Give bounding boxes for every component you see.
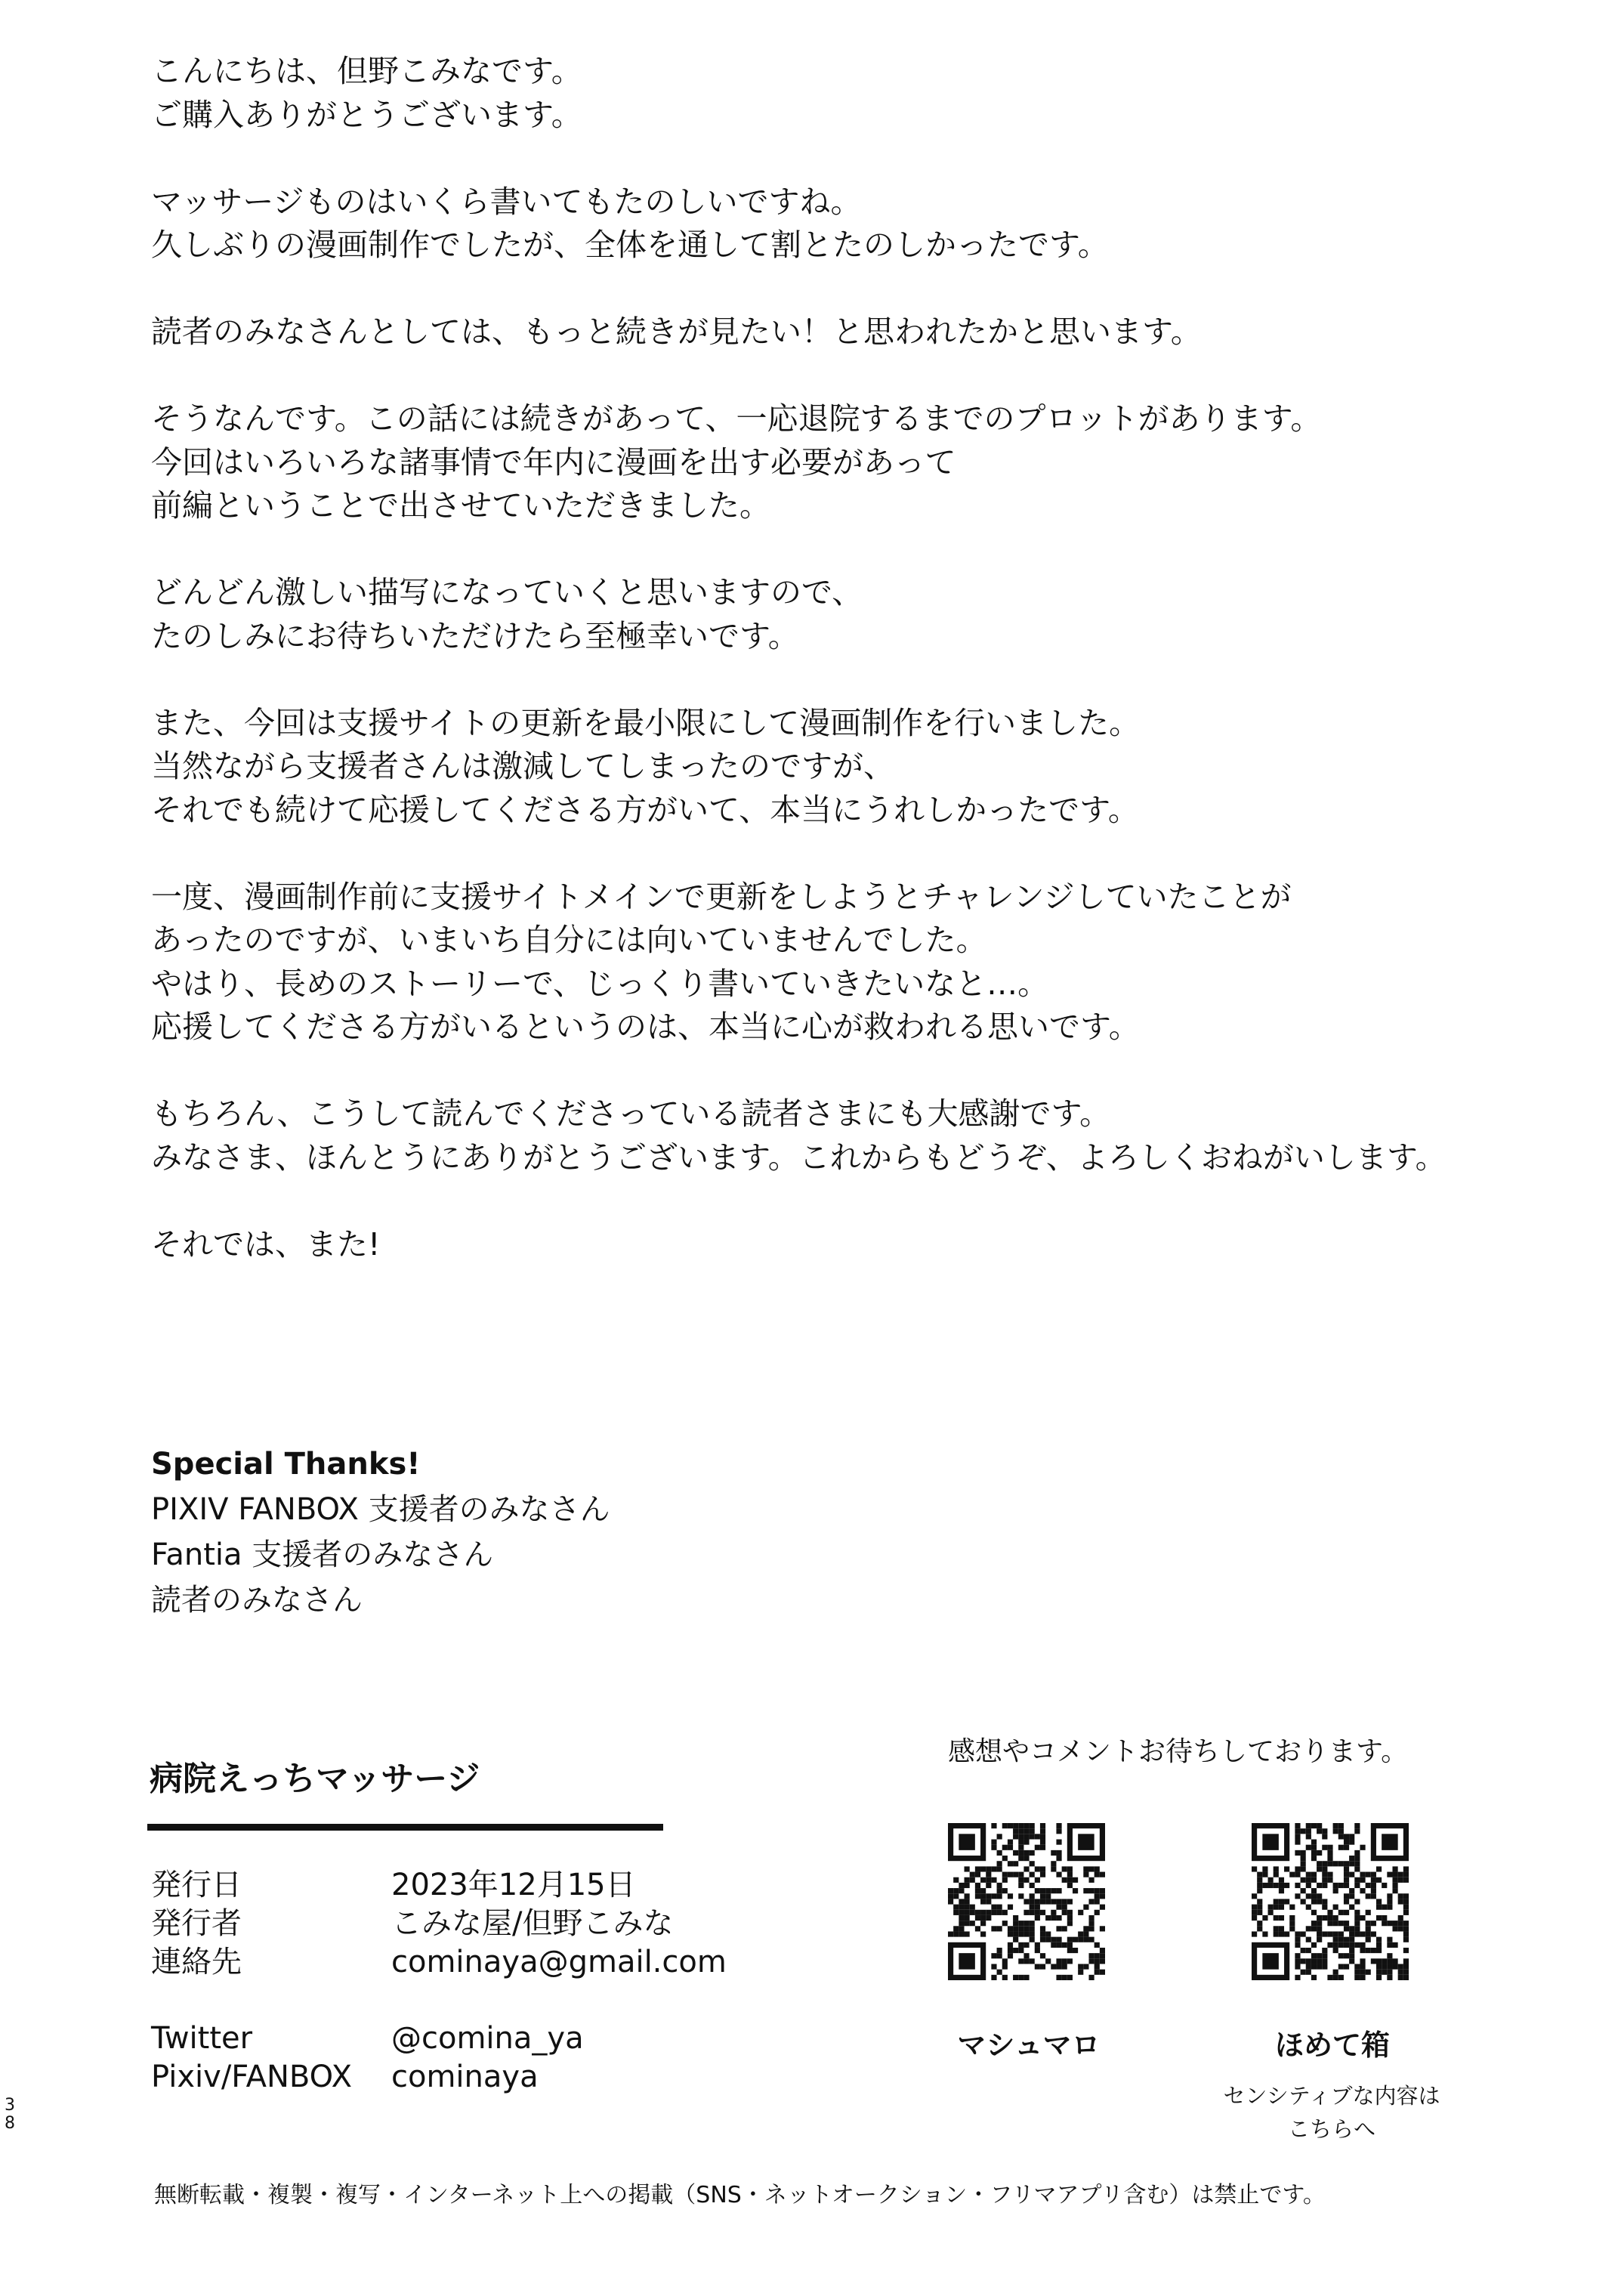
letter-line: それでも続けて応援してくださる方がいて、本当にうれしかったです。 [151, 791, 1139, 828]
colophon-row [151, 1905, 727, 1943]
social-row [151, 2020, 727, 2058]
homebako-note-line: こちらへ [1287, 2116, 1375, 2142]
letter-line: 読者のみなさんとしては、もっと続きが見たい！と思われたかと思います。 [151, 314, 1202, 350]
thanks-line: Fantia 支援者のみなさん [151, 1537, 494, 1572]
letter-line: たのしみにお待ちいただけたら至極幸いです。 [151, 617, 799, 654]
marshmallow-label: マシュマロ [957, 2029, 1101, 2062]
colophon-label: 連絡先 [151, 1945, 242, 1979]
letter-line: 応援してくださる方がいるというのは、本当に心が救われる思いです。 [151, 1009, 1140, 1045]
letter-line: あったのですが、いまいち自分には向いていませんでした。 [151, 922, 987, 958]
special-thanks [151, 1442, 610, 1623]
thanks-line: PIXIV FANBOX 支援者のみなさん [151, 1492, 610, 1527]
book-title: 病院えっちマッサージ [150, 1760, 480, 1798]
comments-heading: 感想やコメントお待ちしております。 [948, 1736, 1409, 1767]
marshmallow-qr-code[interactable] [948, 1823, 1105, 1980]
colophon-row [151, 1943, 727, 1982]
letter-line: 久しぶりの漫画制作でしたが、全体を通して割とたのしかったです。 [151, 227, 1109, 263]
thanks-line: 読者のみなさん [151, 1583, 363, 1618]
colophon-value: 2023年12月15日 [391, 1868, 636, 1902]
letter-line: もちろん、こうして読んでくださっている読者さまにも大感謝です。 [151, 1096, 1111, 1132]
social-row [151, 2058, 727, 2097]
page-number-digit: 3 [5, 2096, 15, 2115]
colophon-label: 発行日 [151, 1868, 242, 1902]
letter-line: そうなんです。この話には続きがあって、一応退院するまでのプロットがあります。 [151, 400, 1322, 437]
title-rule [147, 1824, 663, 1831]
homebako-note-line: センシティブな内容は [1223, 2083, 1440, 2109]
letter-line: みなさま、ほんとうにありがとうございます。これからもどうぞ、よろしくおねがいします。 [151, 1139, 1446, 1176]
page-number [2, 2097, 17, 2133]
letter-line: また、今回は支援サイトの更新を最小限にして漫画制作を行いました。 [151, 704, 1141, 741]
homebako-note [1181, 2079, 1483, 2146]
colophon-label: 発行者 [151, 1906, 242, 1941]
letter-line: マッサージものはいくら書いてもたのしいですね。 [151, 183, 862, 220]
homebako-label: ほめて箱 [1274, 2029, 1390, 2062]
fanbox-handle[interactable]: cominaya [391, 2060, 539, 2094]
twitter-handle[interactable]: @comina_ya [391, 2021, 584, 2056]
page-number-digit: 8 [5, 2114, 15, 2133]
letter-line: 前編ということで出させていただきました。 [151, 487, 770, 524]
letter-line: 今回はいろいろな諸事情で年内に漫画を出す必要があって [151, 443, 956, 481]
colophon-row [151, 1866, 727, 1905]
special-thanks-title: Special Thanks! [151, 1447, 421, 1482]
colophon [151, 1866, 727, 2097]
colophon-value: こみな屋/但野こみな [391, 1906, 674, 1941]
letter-line: それでは、また! [151, 1225, 381, 1262]
social-label: Pixiv/FANBOX [151, 2060, 352, 2094]
letter-line: どんどん激しい描写になっていくと思いますので、 [151, 574, 863, 610]
email-link[interactable]: cominaya@gmail.com [391, 1945, 727, 1979]
letter-line: ご購入ありがとうございます。 [151, 96, 582, 133]
social-label: Twitter [151, 2021, 253, 2056]
letter-line: 一度、漫画制作前に支援サイトメインで更新をしようとチャレンジしていたことが [151, 878, 1292, 915]
afterword-letter [151, 50, 1586, 1266]
homebako-qr-code[interactable] [1252, 1823, 1409, 1980]
letter-line: こんにちは、但野こみなです。 [151, 53, 582, 89]
letter-line: 当然ながら支援者さんは激減してしまったのですが、 [151, 748, 894, 784]
copyright-notice: 無断転載・複製・複写・インターネット上への掲載（SNS・ネットオークション・フリマアプリ含む）は禁止です。 [154, 2182, 1326, 2208]
letter-line: やはり、長めのストーリーで、じっくり書いていきたいなと…。 [151, 965, 1049, 1002]
